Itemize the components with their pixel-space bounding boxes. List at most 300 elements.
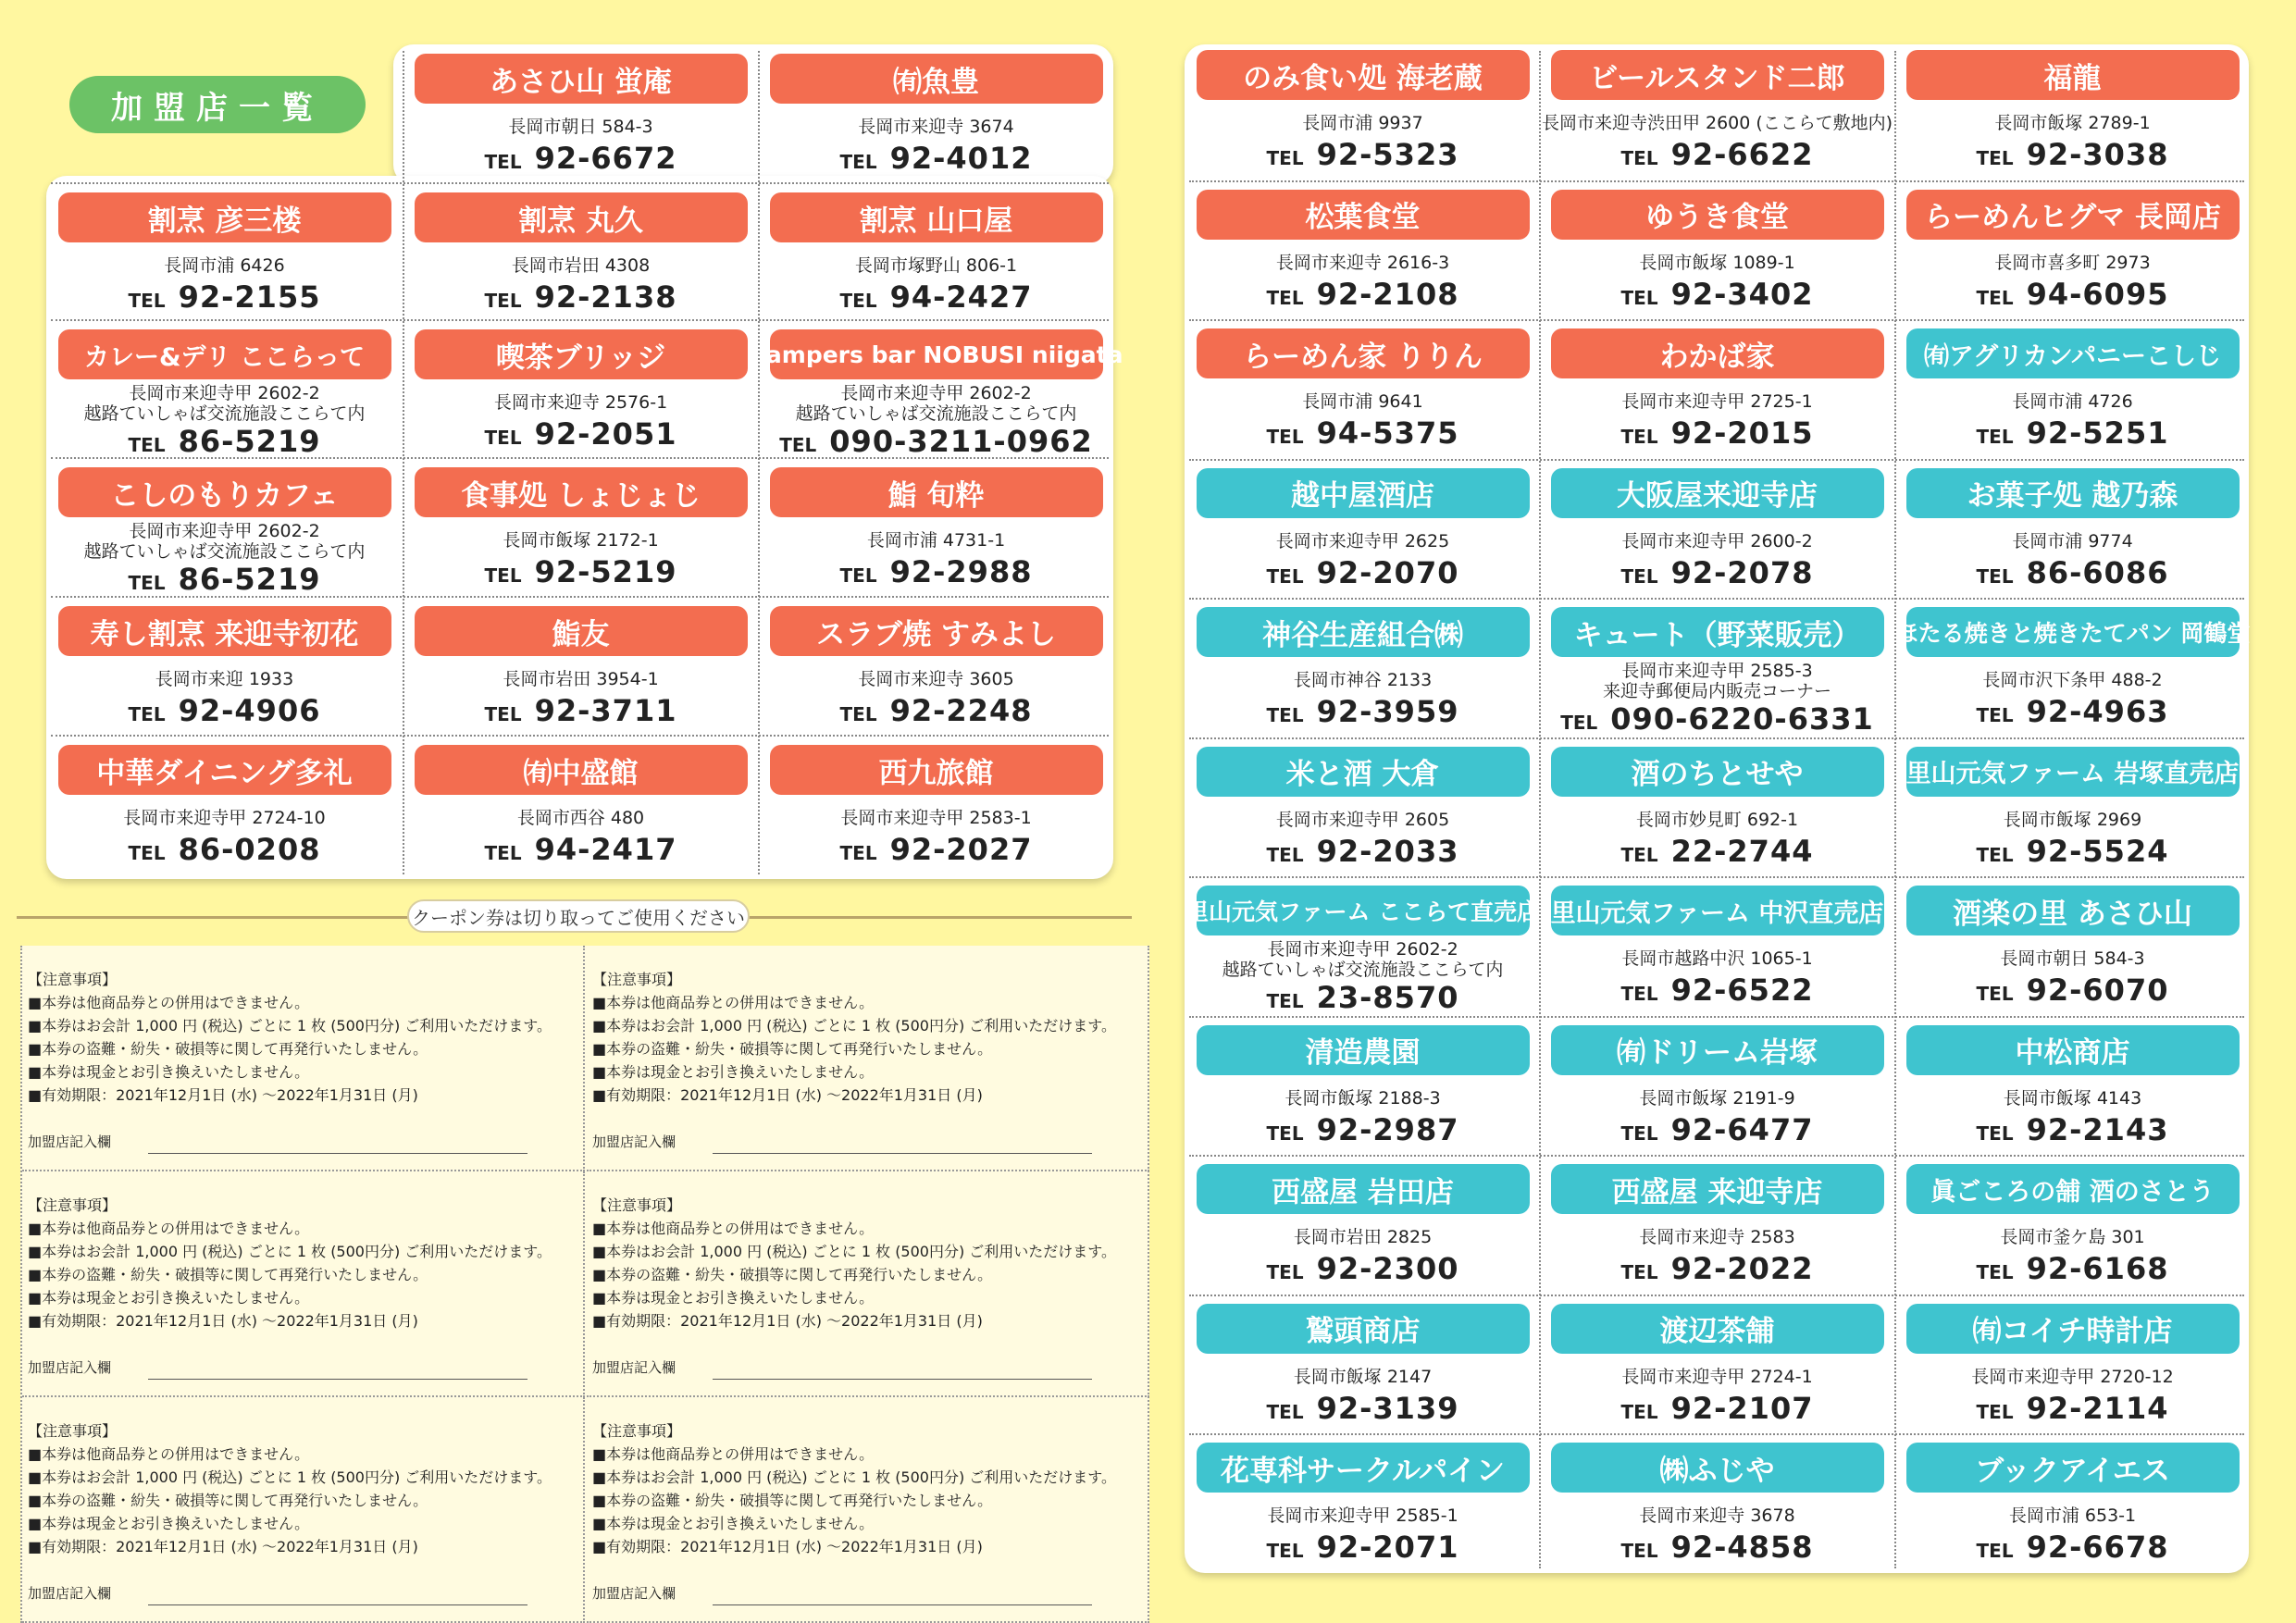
store-address: 長岡市来迎寺渋田甲 2600 (ここらて敷地内) [1541,113,1893,133]
store-phone [485,693,677,728]
store-name: 眞ごころの舗 酒のさとう [1906,1164,2240,1214]
store-address: 長岡市来迎寺 2616-3 [1275,252,1450,273]
store-card [1189,1157,1536,1295]
entry-line [713,1139,1092,1154]
store-card [1189,1018,1536,1157]
store-phone [1621,1251,1814,1286]
store-phone [1621,277,1814,312]
store-name: 鮨 旬粋 [770,467,1103,517]
store-card [763,46,1110,183]
store-card [51,599,398,736]
phone-number: 92-2078 [1670,554,1814,590]
store-address: 長岡市浦 6426 [164,255,285,276]
phone-number: 92-3959 [1316,694,1459,729]
store-address: 長岡市浦 9774 [2012,530,2133,551]
tel-label: TEL [1266,426,1304,448]
grid-divider [1189,319,2244,321]
grid-divider [1189,598,2244,600]
store-card [1189,600,1536,738]
store-card [1899,461,2246,600]
store-phone [1267,277,1459,312]
coupon-note: ■本券の盗難・紛失・破損等に関して再発行いたしません。 [28,1040,428,1058]
entry-line [713,1365,1092,1380]
store-address: 長岡市飯塚 2789-1 [1994,113,2151,133]
phone-number: 92-3038 [2026,137,2169,172]
store-address: 長岡市西谷 480 [516,808,645,828]
store-phone [129,279,321,315]
tel-label: TEL [1266,1540,1304,1562]
tel-label: TEL [1266,147,1304,169]
coupon-note: ■本券の盗難・紛失・破損等に関して再発行いたしません。 [28,1266,428,1283]
store-address: 長岡市飯塚 2188-3 [1285,1087,1441,1109]
coupon-note: ■本券はお会計 1,000 円 (税込) ごとに 1 枚 (500円分) ご利用いただけます。 [28,1243,552,1260]
store-name: ㈲アグリカンパニーこしじ [1906,328,2240,378]
store-address: 長岡市岩田 3954-1 [503,669,659,689]
store-address: 長岡市妙見町 692-1 [1635,809,1799,830]
tel-label: TEL [839,151,877,173]
store-name: ㈲中盛館 [415,745,748,795]
phone-number: 92-2071 [1316,1530,1459,1565]
tel-label: TEL [1976,1540,2014,1562]
phone-number: 92-5251 [2026,415,2169,451]
coupon-note: ■本券は他商品券との併用はできません。 [28,1445,310,1463]
tel-label: TEL [1976,564,2014,588]
coupon-header: 【注意事項】 [28,1422,118,1440]
store-address: 長岡市喜多町 2973 [1994,252,2151,273]
store-name: ㈲ドリーム岩塚 [1551,1025,1884,1075]
tel-label: TEL [484,290,522,312]
coupon [587,946,1149,1171]
phone-number: 86-0208 [178,832,321,867]
tel-label: TEL [484,564,522,587]
store-card [407,599,754,736]
coupon-note: ■本券はお会計 1,000 円 (税込) ごとに 1 枚 (500円分) ご利用いただけます。 [592,1468,1117,1486]
store-phone [840,693,1033,728]
coupon [587,1397,1149,1623]
store-phone [1977,415,2169,451]
phone-number: 92-2015 [1670,415,1814,451]
tel-label: TEL [128,703,166,725]
store-entry-field[interactable] [28,1131,527,1154]
store-card [1899,1296,2246,1435]
tel-label: TEL [1620,1540,1658,1562]
coupon-note: ■本券は現金とお引き換えいたしません。 [592,1063,875,1081]
store-address: 長岡市釜ケ島 301 [2000,1227,2145,1247]
store-card [51,737,398,874]
store-address: 長岡市沢下条甲 488-2 [1982,670,2163,690]
tel-label: TEL [839,703,877,725]
store-name: スラブ焼 すみよし [770,606,1103,656]
store-phone [1267,1112,1459,1147]
store-card [1544,878,1891,1017]
store-card [1189,739,1536,878]
tel-label: TEL [779,434,817,456]
phone-number: 92-6070 [2026,973,2169,1008]
store-address: 長岡市来迎寺甲 2605 [1275,809,1450,830]
store-card [1899,1157,2246,1295]
phone-number: 92-3711 [534,693,677,728]
entry-line [148,1365,527,1380]
store-name: 松葉食堂 [1197,190,1530,240]
phone-number: 92-2987 [1316,1111,1459,1147]
store-name: 福龍 [1906,50,2240,100]
tel-label: TEL [128,842,166,864]
tel-label: TEL [484,842,522,864]
phone-number: 090-3211-0962 [829,424,1093,459]
store-name: 寿し割烹 来迎寺初花 [58,606,391,656]
store-card [1544,600,1891,738]
coupon-note: ■有効期限：2021年12月1日 (水) ～2022年1月31日 (月) [592,1086,983,1104]
entry-line [148,1591,527,1605]
store-card [1541,43,1893,181]
store-phone [840,279,1033,315]
coupon-header: 【注意事項】 [592,971,682,988]
store-phone [1977,1112,2169,1147]
phone-number: 92-2248 [889,693,1033,728]
store-address: 長岡市来迎寺甲 2602-2 [129,383,320,403]
store-card [1544,461,1891,600]
store-phone [485,416,677,452]
coupon-area [20,946,1149,1623]
phone-number: 92-6678 [2026,1530,2169,1565]
coupon [587,1171,1149,1397]
store-phone [1977,137,2169,172]
store-name: ㈲コイチ時計店 [1906,1304,2240,1354]
grid-divider [51,182,1109,184]
store-address: 長岡市浦 9641 [1302,391,1423,412]
store-phone [1621,1391,1814,1426]
store-address: 越路ていしゃば交流施設ここらて内 [1222,960,1504,980]
store-phone [1267,137,1459,172]
phone-number: 86-6086 [2026,554,2169,590]
grid-divider [51,735,1109,737]
coupon-note: ■本券は他商品券との併用はできません。 [592,1220,875,1237]
store-name: 食事処 しょじょじ [415,467,748,517]
store-phone [1621,415,1814,451]
store-name: ビールスタンド二郎 [1551,50,1884,100]
store-name: ブックアイエス [1906,1443,2240,1493]
store-name: キュート（野菜販売） [1551,607,1884,657]
store-phone [1977,973,2169,1008]
phone-number: 92-2988 [889,554,1033,589]
store-phone [485,832,677,867]
phone-number: 23-8570 [1316,980,1459,1015]
coupon-note: ■有効期限：2021年12月1日 (水) ～2022年1月31日 (月) [28,1086,418,1104]
store-address: 来迎寺郵便局内販売コーナー [1602,681,1831,701]
grid-divider [1189,1433,2244,1435]
store-name: 酒楽の里 あさひ山 [1906,886,2240,935]
coupon [22,1171,585,1397]
store-name: あさひ山 蛍庵 [415,54,748,104]
store-name: 西盛屋 来迎寺店 [1551,1164,1884,1214]
store-phone [485,141,677,176]
tel-label: TEL [1266,704,1304,726]
grid-divider [1894,51,1896,1568]
store-address: 長岡市来迎寺 2583 [1639,1227,1795,1247]
coupon-note: ■本券は他商品券との併用はできません。 [28,1220,310,1237]
store-phone [1267,980,1459,1015]
store-name: 鮨友 [415,606,748,656]
tel-label: TEL [1266,843,1304,866]
store-card [51,185,398,322]
tel-label: TEL [1976,426,2014,448]
store-address: 長岡市来迎寺甲 2720-12 [1971,1366,2174,1387]
phone-number: 090-6220-6331 [1610,701,1874,737]
phone-number: 92-2138 [534,279,677,315]
store-address: 越路ていしゃば交流施設ここらて内 [83,403,366,424]
store-phone [1621,1112,1814,1147]
store-address: 長岡市来迎寺甲 2583-1 [840,808,1032,828]
phone-number: 92-3139 [1316,1390,1459,1426]
phone-number: 92-6672 [534,141,677,176]
phone-number: 92-4858 [1670,1530,1814,1565]
store-card [1899,43,2246,181]
store-card [1899,321,2246,460]
store-card [1544,1296,1891,1435]
store-phone [1621,973,1814,1008]
store-entry-field[interactable] [592,1582,1092,1605]
store-card [1899,739,2246,878]
store-phone [129,424,321,459]
store-card [407,460,754,597]
store-phone [840,141,1033,176]
store-entry-field[interactable] [592,1357,1092,1380]
store-name: 里山元気ファーム 中沢直売店 [1551,886,1884,935]
coupon-note: ■本券は現金とお引き換えいたしません。 [592,1515,875,1532]
tel-label: TEL [128,290,166,312]
store-card [1544,321,1891,460]
store-card [1544,182,1891,321]
store-address: 越路ていしゃば交流施設ここらて内 [83,541,366,562]
tel-label: TEL [1976,1121,2014,1145]
coupon-note: ■本券はお会計 1,000 円 (税込) ごとに 1 枚 (500円分) ご利用いただけます。 [28,1017,552,1035]
store-address: 越路ていしゃば交流施設ここらて内 [795,403,1077,424]
phone-number: 92-6522 [1670,973,1814,1008]
store-entry-field[interactable] [592,1131,1092,1154]
coupon-header: 【注意事項】 [592,1422,682,1440]
tel-label: TEL [839,564,877,587]
tel-label: TEL [1976,1400,2014,1423]
tel-label: TEL [1976,983,2014,1005]
store-card [407,737,754,874]
store-phone [1267,1391,1459,1426]
store-card [1899,1435,2246,1574]
store-address: 長岡市朝日 584-3 [508,117,653,137]
coupon-note: ■本券の盗難・紛失・破損等に関して再発行いたしません。 [592,1040,993,1058]
tel-label: TEL [1620,983,1658,1005]
tel-label: TEL [128,434,166,456]
store-phone [1977,694,2169,729]
store-name: 大阪屋来迎寺店 [1551,468,1884,518]
coupon-header: 【注意事項】 [28,971,118,988]
store-address: 長岡市浦 9937 [1302,113,1423,133]
tel-label: TEL [484,703,522,725]
store-card [1189,1296,1536,1435]
grid-divider [1189,876,2244,878]
phone-number: 92-2033 [1316,833,1459,869]
store-address: 長岡市塚野山 806-1 [854,255,1018,276]
store-name: 酒のちとせや [1551,747,1884,797]
store-address: 長岡市浦 653-1 [2008,1505,2137,1526]
coupon [22,946,585,1171]
store-address: 長岡市越路中沢 1065-1 [1621,948,1813,969]
store-address: 長岡市来迎寺甲 2585-1 [1267,1505,1458,1526]
tel-label: TEL [1266,1121,1304,1145]
store-name: 割烹 彦三楼 [58,192,391,242]
coupon-note: ■本券はお会計 1,000 円 (税込) ごとに 1 枚 (500円分) ご利用いただけます。 [592,1243,1117,1260]
store-phone [485,279,677,315]
coupon-note: ■有効期限：2021年12月1日 (水) ～2022年1月31日 (月) [592,1538,983,1555]
store-address: 長岡市来迎寺甲 2602-2 [840,383,1032,403]
store-card [407,46,754,183]
phone-number: 94-6095 [2026,276,2169,312]
coupon-note: ■本券はお会計 1,000 円 (税込) ごとに 1 枚 (500円分) ご利用いただけます。 [592,1017,1117,1035]
phone-number: 92-5219 [534,554,677,589]
phone-number: 92-4963 [2026,694,2169,729]
coupon-note: ■有効期限：2021年12月1日 (水) ～2022年1月31日 (月) [28,1312,418,1330]
store-phone [840,832,1033,867]
grid-divider [1539,51,1541,1568]
coupon-note: ■本券はお会計 1,000 円 (税込) ごとに 1 枚 (500円分) ご利用いただけます。 [28,1468,552,1486]
tel-label: TEL [1620,1400,1658,1423]
store-address: 長岡市来迎寺 2576-1 [493,392,668,413]
store-name: 鷲頭商店 [1197,1304,1530,1354]
phone-number: 94-2427 [889,279,1033,315]
entry-label: 加盟店記入欄 [592,1134,676,1150]
store-phone [1621,1530,1814,1565]
store-address: 長岡市朝日 584-3 [2000,948,2145,969]
store-phone [1621,137,1814,172]
grid-divider [1189,737,2244,739]
store-card [51,322,398,459]
phone-number: 92-2107 [1670,1390,1814,1426]
store-phone [129,832,321,867]
grid-divider [1189,1016,2244,1018]
store-card [407,322,754,459]
store-card [1189,1435,1536,1574]
phone-number: 92-6622 [1670,137,1814,172]
store-name: 西盛屋 岩田店 [1197,1164,1530,1214]
tel-label: TEL [1266,990,1304,1012]
store-address: 長岡市来迎寺甲 2725-1 [1621,391,1813,412]
tel-label: TEL [839,842,877,864]
entry-line [148,1139,527,1154]
grid-divider [51,457,1109,459]
store-phone [1977,1251,2169,1286]
coupon-note: ■有効期限：2021年12月1日 (水) ～2022年1月31日 (月) [28,1538,418,1555]
store-address: 長岡市来迎寺甲 2585-3 [1621,661,1813,681]
store-entry-field[interactable] [28,1582,527,1605]
store-phone [1977,277,2169,312]
grid-divider [51,319,1109,321]
store-entry-field[interactable] [28,1357,527,1380]
store-card [1189,43,1536,181]
phone-number: 92-3402 [1670,276,1814,312]
store-phone [1977,1391,2169,1426]
store-name: 里山元気ファーム 岩塚直売店 [1906,747,2240,797]
tel-label: TEL [1620,286,1658,309]
store-phone [1267,694,1459,729]
grid-divider [51,596,1109,598]
store-card [1189,321,1536,460]
tel-label: TEL [1976,286,2014,309]
tel-label: TEL [1620,564,1658,588]
store-phone [779,424,1093,459]
store-card [51,460,398,597]
phone-number: 92-6168 [2026,1251,2169,1286]
store-address: 長岡市来迎寺甲 2602-2 [1267,939,1458,960]
coupon-note: ■本券は現金とお引き換えいたしません。 [28,1289,310,1307]
cut-instruction: クーポン券は切り取ってご使用ください [407,899,750,933]
phone-number: 92-4906 [178,693,321,728]
store-name: カレー&デリ ここらって [58,329,391,379]
store-name: ㈱ふじや [1551,1443,1884,1493]
phone-number: 22-2744 [1670,833,1814,869]
coupon-header: 【注意事項】 [28,1196,118,1214]
store-card [763,599,1110,736]
store-name: ほたる焼きと焼きたてパン 岡鶴堂 [1906,607,2240,657]
coupon-note: ■本券の盗難・紛失・破損等に関して再発行いたしません。 [28,1492,428,1509]
tel-label: TEL [484,151,522,173]
store-name: 里山元気ファーム ここらて直売店 [1197,886,1530,935]
phone-number: 92-6477 [1670,1111,1814,1147]
store-name: 喫茶ブリッジ [415,329,748,379]
coupon-note: ■本券は現金とお引き換えいたしません。 [592,1289,875,1307]
coupon [22,1397,585,1623]
grid-divider [1189,180,2244,182]
store-phone [1621,555,1814,590]
store-address: 長岡市飯塚 1089-1 [1639,252,1795,273]
phone-number: 86-5219 [178,424,321,459]
store-name: こしのもりカフェ [58,467,391,517]
coupon-note: ■本券は他商品券との併用はできません。 [592,994,875,1011]
coupon-note: ■本券の盗難・紛失・破損等に関して再発行いたしません。 [592,1266,993,1283]
phone-number: 92-5524 [2026,833,2169,869]
store-name: お菓子処 越乃森 [1906,468,2240,518]
store-name: らーめん家 りりん [1197,328,1530,378]
store-name: 渡辺茶舗 [1551,1304,1884,1354]
phone-number: 86-5219 [178,562,321,597]
phone-number: 92-4012 [889,141,1033,176]
entry-label: 加盟店記入欄 [28,1134,112,1150]
store-phone [840,554,1033,589]
store-name: 割烹 丸久 [415,192,748,242]
store-address: 長岡市来迎寺甲 2724-10 [123,808,326,828]
coupon-note: ■本券は現金とお引き換えいたしません。 [28,1515,310,1532]
store-name: らーめんヒグマ 長岡店 [1906,190,2240,240]
store-address: 長岡市来迎寺甲 2602-2 [129,521,320,541]
tel-label: TEL [1620,1261,1658,1283]
page-title: 加盟店一覧 [69,76,366,133]
store-card [763,460,1110,597]
tel-label: TEL [1266,564,1304,588]
grid-divider [1189,1295,2244,1296]
store-phone [1977,834,2169,869]
store-address: 長岡市来迎 1933 [155,669,294,689]
store-name: 花専科サークルパイン [1197,1443,1530,1493]
phone-number: 92-2114 [2026,1390,2169,1426]
entry-label: 加盟店記入欄 [28,1585,112,1602]
coupon-note: ■本券は他商品券との併用はできません。 [592,1445,875,1463]
store-address: 長岡市飯塚 2147 [1293,1366,1433,1387]
store-card [407,185,754,322]
store-address: 長岡市来迎寺甲 2724-1 [1621,1366,1813,1387]
store-phone [1560,701,1874,737]
store-phone [1267,1530,1459,1565]
tel-label: TEL [1976,147,2014,169]
store-address: 長岡市飯塚 2969 [2003,809,2142,830]
store-phone [129,562,321,597]
